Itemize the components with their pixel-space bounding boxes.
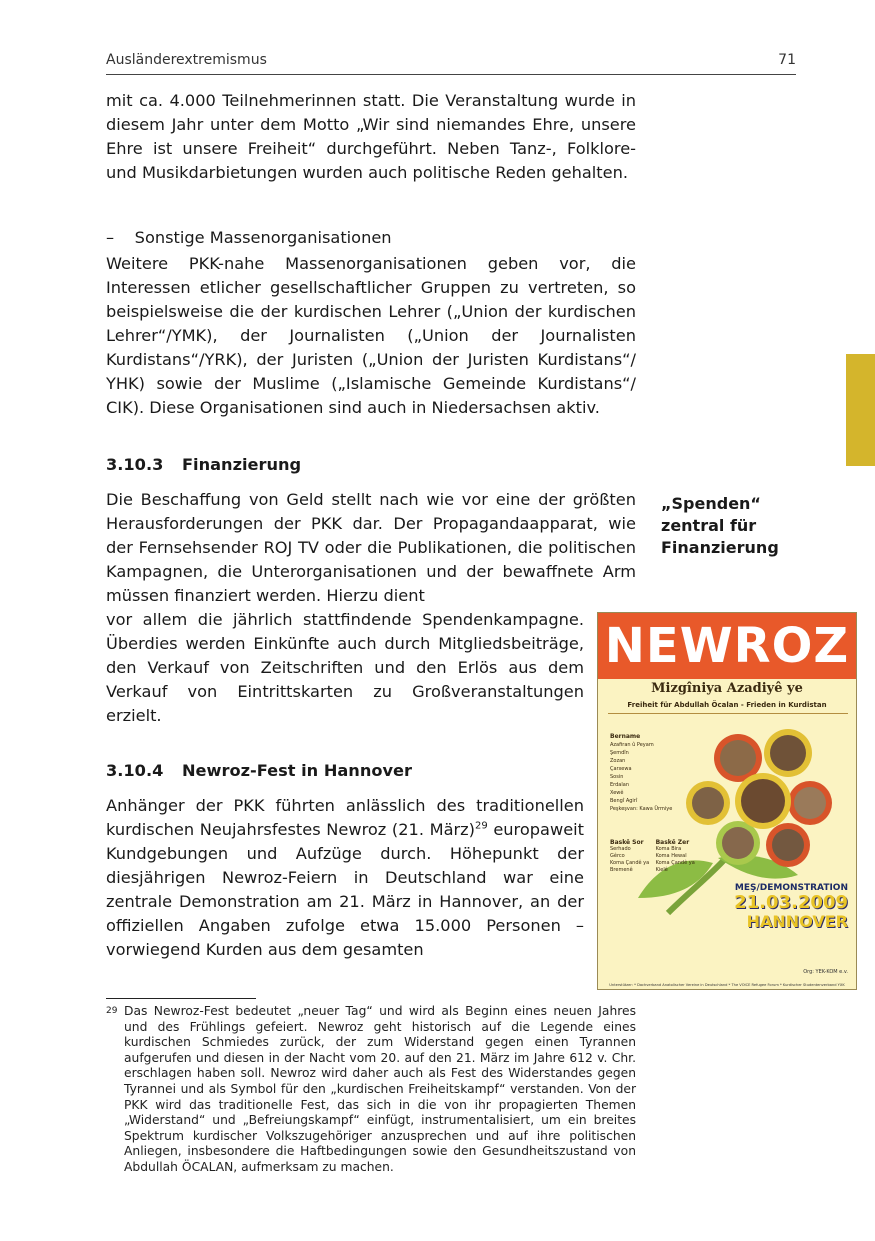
paragraph-text: europaweit Kundgebungen und Aufzüge durch. Höhepunkt der diesjährigen Newroz-Feiern in Deutschland war eine zentrale Demonstration am 21. März in Hannover, an der offiziellen Angaben zufolge etwa 15.000 Personen – vorwiegend Kurden aus dem gesamten [106, 820, 584, 959]
list-item: Gêrco [610, 853, 625, 859]
list-item: Koma Çandê ya [655, 860, 695, 866]
poster-program-list [610, 733, 672, 813]
paragraph-2: Weitere PKK-nahe Massenorganisationen geben vor, die Interessen etlicher gesellschaftlicher Gruppen zu vertreten, so beispielsweise die der kurdischen Lehrer („Union der kurdischen Lehrer“/YMK), der Journalisten („Union der Journalisten Kurdistans“/YRK), der Juristen („Union der Juristen Kurdistans“/ YHK) sowie der Muslime („Islamische Gemeinde Kurdistans“/ CIK). Diese Organisationen sind auch in Niedersachsen aktiv. [106, 254, 636, 417]
running-header [106, 52, 796, 75]
portrait-photo [720, 740, 756, 776]
margin-note-line: Finanzierung [661, 538, 779, 557]
paragraph-1: mit ca. 4.000 Teilnehmerinnen statt. Die Veranstaltung wurde in diesem Jahr unter dem Motto „Wir sind niemandes Ehre, unsere Ehre ist unsere Freiheit“ durchgeführt. Neben Tanz-, Folklore- und Musikdarbietungen wurden auch politische Reden gehalten. [106, 91, 636, 182]
paragraph-3: Die Beschaffung von Geld stellt nach wie vor eine der größten Herausforderungen der PKK dar. Der Propagandaapparat, wie der Fernsehsender ROJ TV oder die Publikationen, die politischen Kampagnen, die Unterorganisationen und der bewaffnete Arm müssen finanziert werden. Hierzu dient [106, 490, 636, 605]
page-number: 71 [778, 52, 796, 68]
list-item: Zozan [610, 758, 626, 764]
poster-tagline: Freiheit für Abdullah Öcalan - Frieden in Kurdistan [627, 701, 827, 709]
dash-item: – Sonstige Massenorganisationen [106, 228, 392, 247]
paragraph-3-continued: vor allem die jährlich stattfindende Spendenkampagne. Überdies werden Einkünfte auch durch Mitgliedsbeiträge, den Verkauf von Zeitschriften und den Erlös aus dem Verkauf von Eintrittskarten zu Großveranstaltungen erzielt. [106, 610, 584, 725]
paragraph-4 [106, 794, 584, 962]
chapter-title: Ausländerextremismus [106, 52, 267, 68]
chapter-tab-marker [846, 354, 875, 466]
margin-note-line: „Spenden“ [661, 494, 761, 513]
footnote-divider [106, 998, 256, 999]
margin-note-line: zentral für [661, 516, 757, 535]
list-item: Kielê [655, 867, 668, 873]
poster-event-info [734, 883, 848, 931]
portrait-photo [722, 827, 754, 859]
footnote-reference[interactable]: 29 [474, 820, 488, 832]
list-item: Xewê [610, 790, 624, 796]
portrait-photo [692, 787, 724, 819]
poster-groups [610, 839, 700, 874]
list-item: Sosin [610, 774, 624, 780]
poster-supporters: Unterstützer: * Dachverband Anatolischer Vereine in Deutschland * The VOICE Refugee Forum * Kurdischer Studentenverband YXK [609, 983, 845, 987]
event-date: 21.03.2009 [734, 892, 848, 913]
group-heading: Baskê Sor [610, 839, 644, 846]
group-heading: Baskê Zer [655, 839, 690, 846]
center-portrait [741, 779, 785, 823]
section-title: Newroz-Fest in Hannover [182, 761, 412, 780]
section-heading-newroz [106, 761, 412, 780]
list-item: Bremenê [610, 867, 633, 873]
list-item: Erdalan [610, 782, 629, 788]
newroz-poster-image [597, 612, 857, 990]
footnote-text: Das Newroz-Fest bedeutet „neuer Tag“ und wird als Beginn eines neuen Jahres und des Frühlings gefeiert. Newroz geht historisch auf die Legende eines kurdischen Schmiedes zurück, der zum Widerstand gegen einen Tyrannen aufgerufen und diesen in der Nacht vom 20. auf den 21. März im Jahre 612 v. Chr. erschlagen haben soll. Newroz wird daher auch als Fest des Widerstandes gegen Tyrannei und als Symbol für den „kurdischen Freiheitskampf“ verstanden. Von der PKK wird das traditionelle Fest, das sich in die von ihr propagierten Themen „Widerstand“ und „Befreiungskampf“ einfügt, instrumentalisiert, um ein breites Spektrum kurdischer Volkszugehöriger anzusprechen und auf ihre politischen Anliegen, insbesondere die Haftbedingungen sowie den Gesundheitszustand von Abdullah ÖCALAN, aufmerksam zu machen. [124, 1004, 636, 1174]
portrait-photo [772, 829, 804, 861]
poster-subtitle: Mizgîniya Azadiyê ye [651, 681, 803, 696]
list-item: Azafiran û Peyam [610, 742, 654, 748]
list-item: Bengî Agirî [610, 798, 638, 804]
list-item: Çarxewa [610, 766, 632, 772]
section-title: Finanzierung [182, 455, 302, 474]
group-column [610, 839, 654, 874]
list-item: Koma Hewal [655, 853, 687, 859]
list-item: Serhado [610, 846, 631, 852]
footnote [106, 1004, 636, 1176]
portrait-photo [770, 735, 806, 771]
section-number: 3.10.4 [106, 761, 164, 780]
poster-organizer: Org: YEK-KOM e.v. [803, 969, 848, 975]
list-item: Koma Bira [655, 846, 682, 852]
poster-title: NEWROZ [604, 618, 850, 674]
list-item: Şemdîn [610, 750, 629, 756]
list-item: Koma Çandê ya [610, 860, 650, 866]
section-number: 3.10.3 [106, 455, 164, 474]
margin-note [661, 493, 811, 559]
footnote-number: 29 [106, 1006, 118, 1016]
section-heading-finanzierung [106, 455, 301, 474]
list-item: Peşkeşvan: Kawa Ürmiye [610, 806, 673, 812]
demo-label: MEŞ/DEMONSTRATION [734, 883, 848, 893]
event-city: HANNOVER [746, 912, 848, 931]
list-heading: Bername [610, 733, 641, 740]
portrait-photo [794, 787, 826, 819]
group-column [656, 839, 700, 874]
paragraph-text: Anhänger der PKK führten anlässlich des traditionellen kurdischen Neujahrsfestes Newroz (21. März) [106, 796, 584, 839]
